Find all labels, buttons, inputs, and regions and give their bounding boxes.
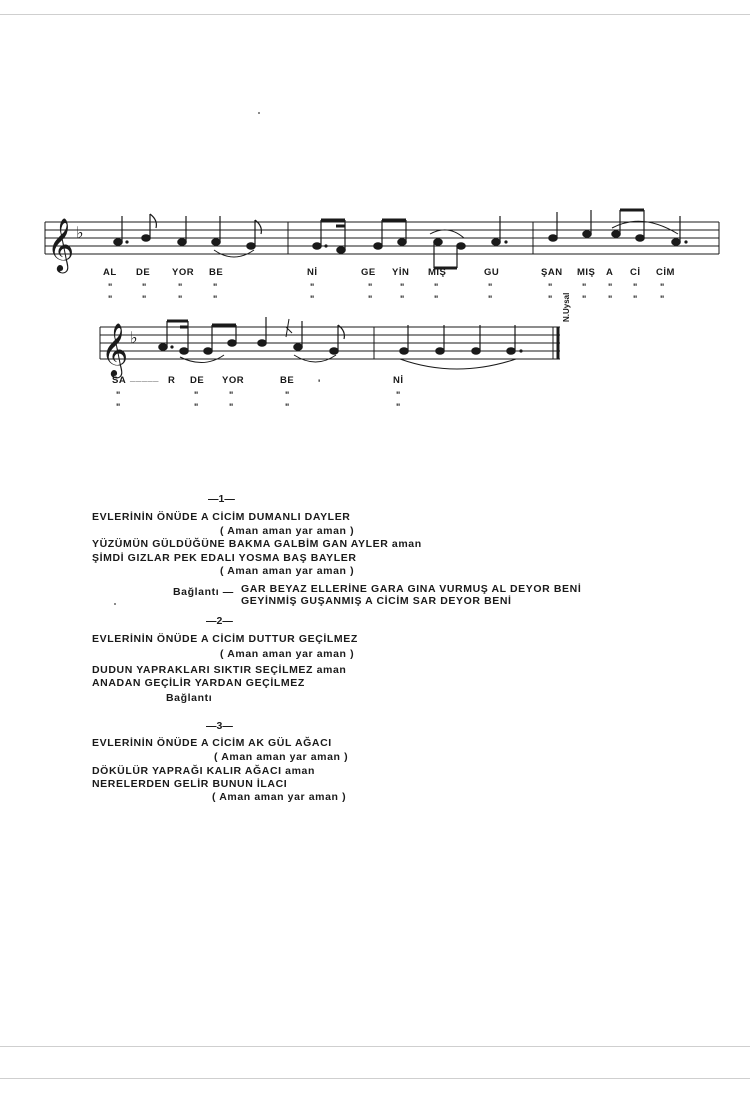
lyric-syllable: BE bbox=[280, 375, 295, 386]
repeat-mark: " bbox=[229, 390, 234, 400]
bottom-scan-edge bbox=[0, 1046, 750, 1047]
repeat-mark: " bbox=[194, 402, 199, 412]
lyric-syllable: YİN bbox=[392, 267, 410, 278]
repeat-mark: " bbox=[108, 294, 113, 304]
baglanti-line: GAR BEYAZ ELLERİNE GARA GINA VURMUŞ AL DEYOR BENİ bbox=[241, 583, 582, 595]
repeat-mark: " bbox=[285, 402, 290, 412]
repeat-mark: " bbox=[116, 402, 121, 412]
lyric-syllable: ŞAN bbox=[541, 267, 563, 278]
lyric-syllable: Cİ bbox=[630, 267, 641, 278]
verse-line: EVLERİNİN ÖNÜDE A CİCİM AK GÜL AĞACI bbox=[92, 737, 332, 749]
repeat-mark: " bbox=[368, 282, 373, 292]
verse-line: ŞİMDİ GIZLAR PEK EDALI YOSMA BAŞ BAYLER bbox=[92, 552, 357, 564]
repeat-mark: " bbox=[194, 390, 199, 400]
repeat-mark: " bbox=[582, 282, 587, 292]
verse-line: DUDUN YAPRAKLARI SIKTIR SEÇİLMEZ aman bbox=[92, 664, 347, 676]
lyric-syllable: A bbox=[606, 267, 614, 278]
repeat-mark: " bbox=[178, 294, 183, 304]
repeat-mark: " bbox=[229, 402, 234, 412]
lyric-syllable: Nİ bbox=[393, 375, 404, 386]
lyric-syllable: SA bbox=[112, 375, 127, 386]
repeat-mark: " bbox=[633, 282, 638, 292]
repeat-mark: " bbox=[213, 282, 218, 292]
repeat-mark: " bbox=[213, 294, 218, 304]
treble-clef: 𝄞 bbox=[47, 217, 75, 271]
top-scan-edge bbox=[0, 14, 750, 15]
repeat-mark: " bbox=[396, 390, 401, 400]
lyric-extender: _____ bbox=[130, 373, 159, 384]
repeat-mark: " bbox=[310, 282, 315, 292]
verse-refrain: ( Aman aman yar aman ) bbox=[220, 648, 355, 660]
repeat-mark: " bbox=[548, 282, 553, 292]
lyric-syllable: GE bbox=[361, 267, 376, 278]
verse-refrain: ( Aman aman yar aman ) bbox=[212, 791, 347, 803]
verse-line: DÖKÜLÜR YAPRAĞI KALIR AĞACI aman bbox=[92, 765, 316, 777]
repeat-mark: " bbox=[178, 282, 183, 292]
lyric-syllable: CİM bbox=[656, 267, 675, 278]
verse-line: NERELERDEN GELİR BUNUN İLACI bbox=[92, 778, 288, 790]
repeat-mark: " bbox=[310, 294, 315, 304]
repeat-mark: " bbox=[633, 294, 638, 304]
lyric-syllable: YOR bbox=[222, 375, 245, 386]
repeat-mark: " bbox=[368, 294, 373, 304]
repeat-mark: " bbox=[608, 282, 613, 292]
verse-line: YÜZÜMÜN GÜLDÜĞÜNE BAKMA GALBİM GAN AYLER aman bbox=[92, 538, 422, 550]
verse-line: EVLERİNİN ÖNÜDE A CİCİM DUMANLI DAYLER bbox=[92, 511, 351, 523]
verse-refrain: ( Aman aman yar aman ) bbox=[220, 525, 355, 537]
repeat-mark: " bbox=[400, 294, 405, 304]
repeat-mark: " bbox=[108, 282, 113, 292]
repeat-mark: " bbox=[116, 390, 121, 400]
verse-number: —3— bbox=[206, 720, 233, 732]
flat-sign: ♭ bbox=[76, 223, 84, 242]
repeat-mark: " bbox=[400, 282, 405, 292]
lyric-syllable: MİŞ bbox=[428, 267, 447, 278]
flat-sign: ♭ bbox=[130, 328, 138, 347]
baglanti-line: GEYİNMİŞ GUŞANMIŞ A CİCİM SAR DEYOR BENİ bbox=[241, 595, 512, 607]
lyric-syllable: GU bbox=[484, 267, 500, 278]
lyric-syllable: Nİ bbox=[307, 267, 318, 278]
repeat-mark: " bbox=[434, 282, 439, 292]
verse-line: EVLERİNİN ÖNÜDE A CİCİM DUTTUR GEÇİLMEZ bbox=[92, 633, 358, 645]
verse-line: ANADAN GEÇİLİR YARDAN GEÇİLMEZ bbox=[92, 677, 305, 689]
verse-refrain: ( Aman aman yar aman ) bbox=[220, 565, 355, 577]
repeat-mark: " bbox=[396, 402, 401, 412]
baglanti-label: Bağlantı — bbox=[173, 586, 234, 598]
repeat-mark: " bbox=[660, 282, 665, 292]
baglanti-reference: Bağlantı bbox=[166, 692, 213, 704]
repeat-mark: " bbox=[608, 294, 613, 304]
repeat-mark: " bbox=[660, 294, 665, 304]
lyric-syllable: R bbox=[168, 375, 176, 386]
treble-clef: 𝄞 bbox=[101, 322, 129, 376]
lyric-syllable: DE bbox=[190, 375, 205, 386]
lyric-syllable: MIŞ bbox=[577, 267, 596, 278]
verse-number: —2— bbox=[206, 615, 233, 627]
bottom-scan-edge-2 bbox=[0, 1078, 750, 1079]
repeat-mark: " bbox=[285, 390, 290, 400]
lyric-syllable: AL bbox=[103, 267, 117, 278]
repeat-mark: " bbox=[548, 294, 553, 304]
speck bbox=[258, 112, 260, 114]
repeat-mark: " bbox=[582, 294, 587, 304]
verse-refrain: ( Aman aman yar aman ) bbox=[214, 751, 349, 763]
verse-number: —1— bbox=[208, 493, 235, 505]
repeat-mark: " bbox=[142, 282, 147, 292]
repeat-mark: " bbox=[488, 294, 493, 304]
repeat-mark: " bbox=[142, 294, 147, 304]
repeat-mark: " bbox=[488, 282, 493, 292]
speck bbox=[114, 603, 116, 605]
lyric-apostrophe: ' bbox=[318, 378, 321, 389]
composer-credit: N.Uysal bbox=[562, 292, 571, 322]
lyric-syllable: YOR bbox=[172, 267, 195, 278]
repeat-mark: " bbox=[434, 294, 439, 304]
lyric-syllable: DE bbox=[136, 267, 151, 278]
lyric-syllable: BE bbox=[209, 267, 224, 278]
